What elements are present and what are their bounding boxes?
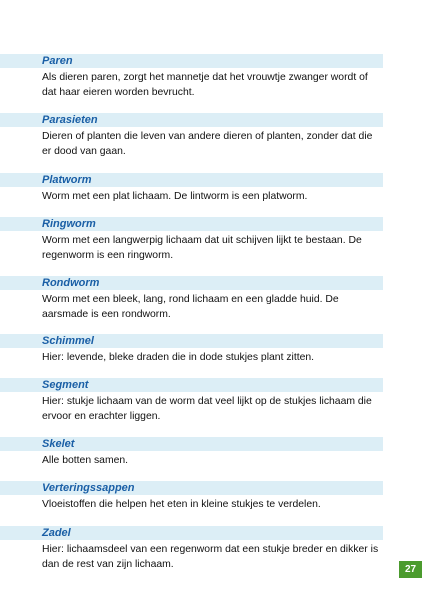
glossary-term: Zadel: [42, 527, 71, 539]
glossary-entry: [0, 437, 383, 468]
glossary-term: Segment: [42, 379, 89, 391]
glossary-definition: Hier: stukje lichaam van de worm dat veel lijkt op de stukjes lichaam die ervoor en erachter liggen.: [42, 396, 372, 422]
glossary-entry: [0, 113, 383, 159]
glossary-entry: [0, 481, 383, 512]
page-number-badge: 27: [399, 561, 422, 578]
glossary-term: Platworm: [42, 174, 92, 186]
glossary-entry: [0, 526, 383, 572]
glossary-entry: [0, 54, 383, 100]
glossary-definition: Hier: lichaamsdeel van een regenworm dat een stukje breder en dikker is dan de rest van zijn lichaam.: [42, 544, 379, 570]
glossary-term: Parasieten: [42, 114, 98, 126]
glossary-entry: [0, 217, 383, 263]
glossary-definition: Worm met een plat lichaam. De lintworm is een platworm.: [42, 191, 308, 202]
glossary-entry: [0, 276, 383, 322]
glossary-term: Verteringssappen: [42, 482, 135, 494]
glossary-term: Skelet: [42, 438, 75, 450]
glossary-term: Ringworm: [42, 218, 96, 230]
glossary-definition: Worm met een bleek, lang, rond lichaam en een gladde huid. De aarsmade is een rondworm.: [42, 294, 339, 320]
glossary-definition: Dieren of planten die leven van andere dieren of planten, zonder dat die er dood van gaan.: [42, 131, 373, 157]
glossary-definition: Worm met een langwerpig lichaam dat uit schijven lijkt te bestaan. De regenworm is een ringworm.: [42, 235, 362, 261]
glossary-definition: Alle botten samen.: [42, 455, 129, 466]
glossary-entry: [0, 378, 383, 424]
glossary-definition: Als dieren paren, zorgt het mannetje dat het vrouwtje zwanger wordt of dat haar eieren worden bevrucht.: [42, 72, 368, 98]
glossary-entry: [0, 334, 383, 365]
glossary-definition: Hier: levende, bleke draden die in dode stukjes plant zitten.: [42, 352, 315, 363]
glossary-term: Schimmel: [42, 335, 94, 347]
glossary-term: Paren: [42, 55, 73, 67]
glossary-entry: [0, 173, 383, 204]
glossary-definition: Vloeistoffen die helpen het eten in kleine stukjes te verdelen.: [42, 499, 321, 510]
glossary-term: Rondworm: [42, 277, 100, 289]
